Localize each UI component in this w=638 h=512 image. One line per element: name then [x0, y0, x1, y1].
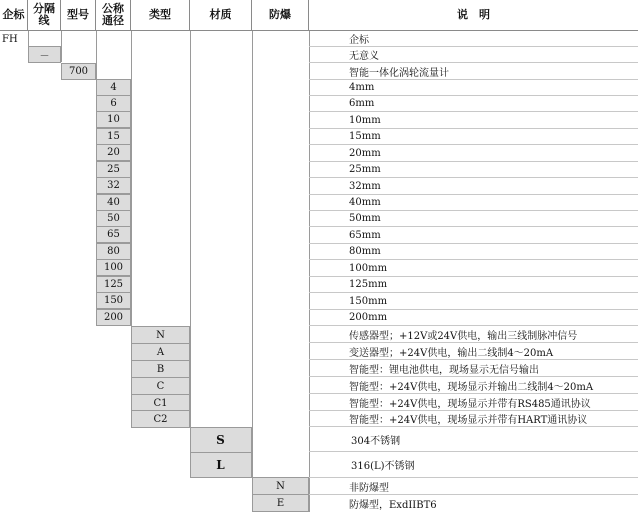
desc-diameter: 20mm: [309, 145, 638, 162]
code-type: B: [131, 360, 190, 378]
code-model: 700: [61, 63, 96, 80]
desc-material: 316(L)不锈钢: [309, 452, 638, 478]
desc-standard: 企标: [309, 31, 638, 47]
header-explosion-proof: 防爆: [252, 0, 309, 31]
code-separator: －: [28, 46, 61, 63]
header-model: 型号: [61, 0, 96, 31]
desc-type: 传感器型；+12V或24V供电，输出三线制脉冲信号: [309, 326, 638, 343]
code-diameter: 200: [96, 309, 131, 326]
code-diameter: 100: [96, 259, 131, 276]
code-material: L: [190, 452, 252, 478]
code-diameter: 65: [96, 226, 131, 243]
code-diameter: 10: [96, 111, 131, 128]
desc-diameter: 200mm: [309, 310, 638, 326]
code-diameter: 40: [96, 194, 131, 211]
code-diameter: 25: [96, 161, 131, 178]
code-diameter: 6: [96, 95, 131, 112]
code-diameter: 150: [96, 292, 131, 309]
column-divider: [96, 31, 97, 79]
desc-diameter: 125mm: [309, 277, 638, 293]
desc-material: 304不锈钢: [309, 427, 638, 452]
header-description: 说 明: [309, 0, 638, 31]
code-type: A: [131, 343, 190, 361]
header-material: 材质: [190, 0, 252, 31]
desc-diameter: 15mm: [309, 129, 638, 145]
header-separator: 分隔线: [28, 0, 61, 31]
column-divider: [61, 31, 62, 62]
code-diameter: 125: [96, 276, 131, 293]
desc-diameter: 65mm: [309, 227, 638, 244]
code-explosion: N: [252, 477, 309, 495]
desc-diameter: 50mm: [309, 211, 638, 227]
desc-type: 智能型：锂电池供电，现场显示无信号输出: [309, 360, 638, 377]
code-explosion: E: [252, 494, 309, 512]
desc-explosion: 非防爆型: [309, 478, 638, 495]
column-divider: [252, 31, 253, 477]
code-diameter: 20: [96, 144, 131, 161]
desc-type: 智能型：+24V供电，现场显示并带有HART通讯协议: [309, 411, 638, 427]
code-diameter: 4: [96, 79, 131, 96]
desc-diameter: 6mm: [309, 96, 638, 112]
header-type: 类型: [131, 0, 190, 31]
desc-diameter: 80mm: [309, 244, 638, 260]
code-diameter: 15: [96, 128, 131, 145]
desc-type: 智能型：+24V供电，现场显示并输出二线制4～20mA: [309, 377, 638, 394]
desc-model: 智能一体化涡轮流量计: [309, 63, 638, 80]
header-standard: 企标: [0, 0, 28, 31]
desc-diameter: 40mm: [309, 195, 638, 211]
code-diameter: 50: [96, 210, 131, 227]
desc-diameter: 4mm: [309, 80, 638, 96]
column-divider: [131, 31, 132, 327]
code-type: C: [131, 377, 190, 395]
header-nominal-diameter: 公称通径: [96, 0, 131, 31]
code-material: S: [190, 427, 252, 453]
desc-separator: 无意义: [309, 47, 638, 63]
desc-diameter: 32mm: [309, 178, 638, 195]
code-diameter: 32: [96, 177, 131, 194]
desc-explosion: 防爆型，ExdIIBT6: [349, 500, 437, 511]
code-standard: FH: [0, 31, 28, 47]
code-type: C1: [131, 394, 190, 412]
desc-diameter: 150mm: [309, 293, 638, 310]
desc-diameter: 10mm: [309, 112, 638, 129]
desc-diameter: 100mm: [309, 260, 638, 277]
code-diameter: 80: [96, 243, 131, 260]
column-divider: [190, 31, 191, 427]
code-type: N: [131, 326, 190, 344]
column-divider: [28, 31, 29, 46]
code-type: C2: [131, 410, 190, 428]
desc-type: 智能型：+24V供电，现场显示并带有RS485通讯协议: [309, 394, 638, 411]
desc-type: 变送器型；+24V供电，输出二线制4～20mA: [309, 343, 638, 360]
desc-diameter: 25mm: [309, 162, 638, 178]
